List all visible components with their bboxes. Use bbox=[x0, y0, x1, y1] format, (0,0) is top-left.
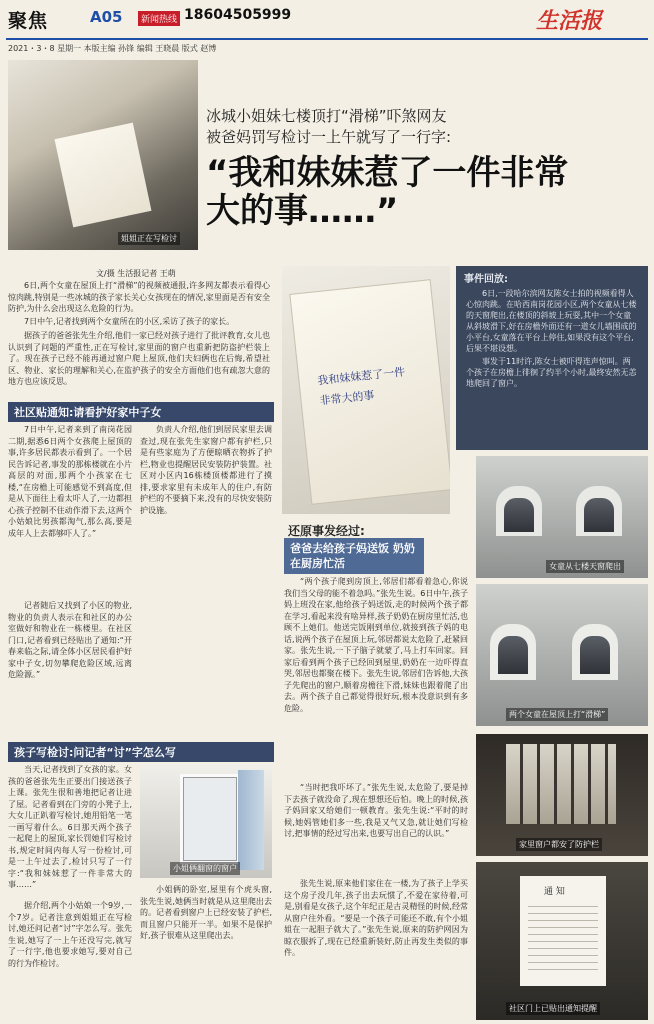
photo-notebook bbox=[282, 266, 450, 514]
byline: 文/摄 生活报记者 王萌 bbox=[96, 269, 176, 278]
page-code: A05 bbox=[90, 8, 123, 26]
window-frame bbox=[180, 774, 240, 864]
community-text: 记者随后又找到了小区的物业,物业的负责人表示在和社区的办公室做好和物业在一栋楼里。在社区门口,记者看到已经贴出了通知:“开春来临之际,请全体小区居民看护好家中子女,切勿攀爬危险区域,远离危险源。” bbox=[8, 601, 132, 679]
photo-roof-climb bbox=[476, 456, 648, 578]
handwriting: 我和妹妹惹了一件 bbox=[316, 365, 406, 388]
curtain bbox=[238, 770, 264, 870]
restore-text: 张先生说,原来他们家住在一楼,为了孩子上学买这个房子没几年,孩子出去玩惯了,不爱在家待着,可是,别看是女孩子,这个年纪正是古灵精怪的时候,经常从窗户往外看。“要是一个孩子可能还不敢,有个小姐姐在一起胆子就大了。”张先生说,原来的防护网因为晾衣服拆了,现在已经重新装好,防止再发生类似的事件。 bbox=[284, 879, 468, 957]
hotline-label: 新闻热线 bbox=[138, 11, 180, 26]
photo-girl-writing bbox=[8, 60, 198, 250]
photo-roof-slide bbox=[476, 584, 648, 726]
event-text: 事发于11时许,陈女士被吓得连声惊叫。两个孩子在房檐上徘徊了约半个小时,最终安然无恙地爬回了窗户。 bbox=[466, 357, 637, 388]
event-text: 6日,一段哈尔滨网友陈女士拍的视频看得人心惊肉跳。在哈西南岗花园小区,两个女童从七楼的天窗爬出,在楼顶的斜坡上玩耍,其中一个女童从斜坡滑下,好在房檐外面还有一道女儿墙围成的小平台,女童落在平台上停住,如果没有这个平台,后果不堪设想。 bbox=[466, 289, 637, 353]
dormer-glass bbox=[504, 498, 534, 532]
main-headline: “我和妹妹惹了一件非常大的事……” bbox=[206, 153, 569, 231]
handwriting: 非常大的事 bbox=[318, 388, 376, 408]
rail-bars bbox=[506, 744, 616, 824]
photo-window-rail bbox=[476, 734, 648, 856]
community-text: 负责人介绍,他们到居民家里去调查过,现在张先生家窗户都有护栏,只是有些家庭为了方便晾晒衣物拆了护栏,物业也提醒居民安装防护装置。社区对小区内16栋楼顶楼都进行了摸排,要求家里有未成年人的住户,有防护栏的不要摘下来,没有的尽快安装防护设施。 bbox=[140, 425, 272, 515]
kids-text: 据介绍,两个小姑娘一个9岁,一个7岁。记者注意到姐姐正在写检讨,她还问记者“讨”字怎么写。张先生说,她写了一上午还没写完,就写了一行字,他也要求她写,要对自己的行为作检讨。 bbox=[8, 901, 132, 968]
photo-bedroom-window bbox=[140, 764, 272, 878]
event-title: 事件回放: bbox=[464, 274, 508, 285]
notice-paper bbox=[520, 876, 606, 986]
notebook-page bbox=[55, 123, 152, 228]
notebook-page bbox=[289, 279, 450, 505]
restore-heading: 还原事发经过: bbox=[288, 524, 365, 538]
restore-text: “两个孩子爬到房顶上,邻居们都看着急心,你说我们当父母的能不着急吗。”张先生说。6日中午,孩子妈上班没在家,他给孩子妈送饭,走的时候两个孩子都在学习,看起来没有啥异样,孩子奶奶在厨房里忙活,也顾不上她们。他送完饭刚到单位,就接到孩子妈的电话,说两个孩子在屋顶上玩,邻居都说太危险了,赶紧回家。张先生说,一下子脑子就蒙了,马上打车回家。回家后看到两个孩子已经回到屋里,奶奶在一边吓得直哭,邻居也都聚在楼下。张先生说,邻居们告诉他,大孩子先爬出的窗户,顺着房檐往下滑,妹妹也跟着爬了出去。两个孩子自己都觉得很好玩,根本没意识到有多危险。 bbox=[284, 577, 468, 713]
headline-line-2: 被爸妈罚写检讨一上午就写了一行字: bbox=[206, 128, 452, 146]
event-replay-box bbox=[456, 266, 648, 450]
kids-text: 当天,记者找到了女孩的家。女孩的爸爸张先生正要出门接送孩子上课。张先生很和善地把记者让进了屋。记者看到在门旁的小凳子上,大女儿正趴着写检讨,她用铅笔一笔一画写着什么。6日那天两个孩子一起爬上的屋顶,家长罚她们写检讨书,规定时间内每人写一份检讨,可是一上午过去了,检讨只写了一行字:“我和妹妹惹了一件非常大的事……” bbox=[8, 765, 132, 889]
photo-caption: 女童从七楼天窗爬出 bbox=[546, 560, 624, 573]
newspaper-logo: 生活报 bbox=[536, 8, 603, 34]
restore-subheading-box: 爸爸去给孩子妈送饭 奶奶在厨房忙活 bbox=[284, 538, 424, 574]
photo-caption: 两个女童在屋顶上打“滑梯” bbox=[506, 708, 608, 721]
dormer-glass bbox=[498, 636, 528, 674]
lead-paragraph: 据孩子的爸爸张先生介绍,他们一家已经对孩子进行了批评教育,女儿也认识到了问题的严重性,正在写检讨,家里面的窗户也重新把防盗护栏装上了。现在孩子已经不能再通过窗户爬上屋顶,他们夫妇俩也在后悔,希望社区、物业、家长的理解和关心,在监护孩子的安全方面他们也有疏忽大意的地方也应该反思。 bbox=[8, 331, 270, 386]
photo-caption: 社区门上已贴出通知提醒 bbox=[506, 1002, 600, 1015]
photo-notice bbox=[476, 862, 648, 1020]
header-divider bbox=[6, 38, 648, 40]
kids-text: 小姐俩的卧室,屋里有个虎头窗,张先生说,她俩当时就是从这里爬出去的。记者看到窗户上已经安装了护栏,而且窗户只能开一半。如果不是保护好,孩子很难从这里爬出去。 bbox=[140, 885, 272, 940]
headline-line-1: 冰城小姐妹七楼顶打“滑梯”吓煞网友 bbox=[206, 107, 447, 125]
hotline-number: 18604505999 bbox=[184, 7, 292, 23]
photo-caption: 家里窗户都安了防护栏 bbox=[516, 838, 602, 851]
lead-paragraph: 6日,两个女童在屋顶上打“滑梯”的视频被通报,许多网友都表示看得心惊肉跳,特别是一些冰城的孩子家长关心女孩现在的情况,家里面是否有安全防护,为什么会出现这么危险的行为。 bbox=[8, 281, 270, 313]
notice-title: 通 知 bbox=[544, 887, 565, 897]
lead-paragraph: 7日中午,记者找到两个女童所在的小区,采访了孩子的家长。 bbox=[24, 317, 235, 326]
section-heading-kids: 孩子写检讨:问记者“讨”字怎么写 bbox=[8, 742, 274, 762]
dormer-glass bbox=[580, 636, 610, 674]
page-meta: 2021・3・8 星期一 本版主编 孙锋 编辑 王晓晨 版式 赵博 bbox=[8, 44, 217, 53]
photo-caption: 姐姐正在写检讨 bbox=[118, 232, 180, 245]
community-text: 7日中午,记者来到了南岗花园二期,据悉6日两个女孩爬上屋顶的事,许多居民都表示看到了。一个居民告诉记者,事发的那栋楼就在小片高层的对面,那两个小孩家在七楼,“在房檐上可能感觉不到高度,但是从下面往上看太吓人了,一边都担心孩子控制不住动作滑下去,这两个小姑娘比男孩都淘气,那么高,要是成年人上去都够吓人了。” bbox=[8, 425, 132, 538]
photo-caption: 小姐俩翻窗的窗户 bbox=[170, 862, 240, 875]
notice-lines bbox=[528, 900, 598, 974]
section-title: 聚焦 bbox=[8, 10, 49, 32]
section-heading-community: 社区贴通知:请看护好家中子女 bbox=[8, 402, 274, 422]
restore-text: “当时把我吓坏了。”张先生说,太危险了,要是掉下去孩子就没命了,现在想想还后怕。晚上的时候,孩子妈回家又给她们一顿教育。张先生说:“平时的时候,她妈管她们多一些,我是又气又急,就让她们写检讨,把事情的经过写出来,也要写出自己的认识。” bbox=[284, 783, 468, 838]
dormer-glass bbox=[584, 498, 614, 532]
